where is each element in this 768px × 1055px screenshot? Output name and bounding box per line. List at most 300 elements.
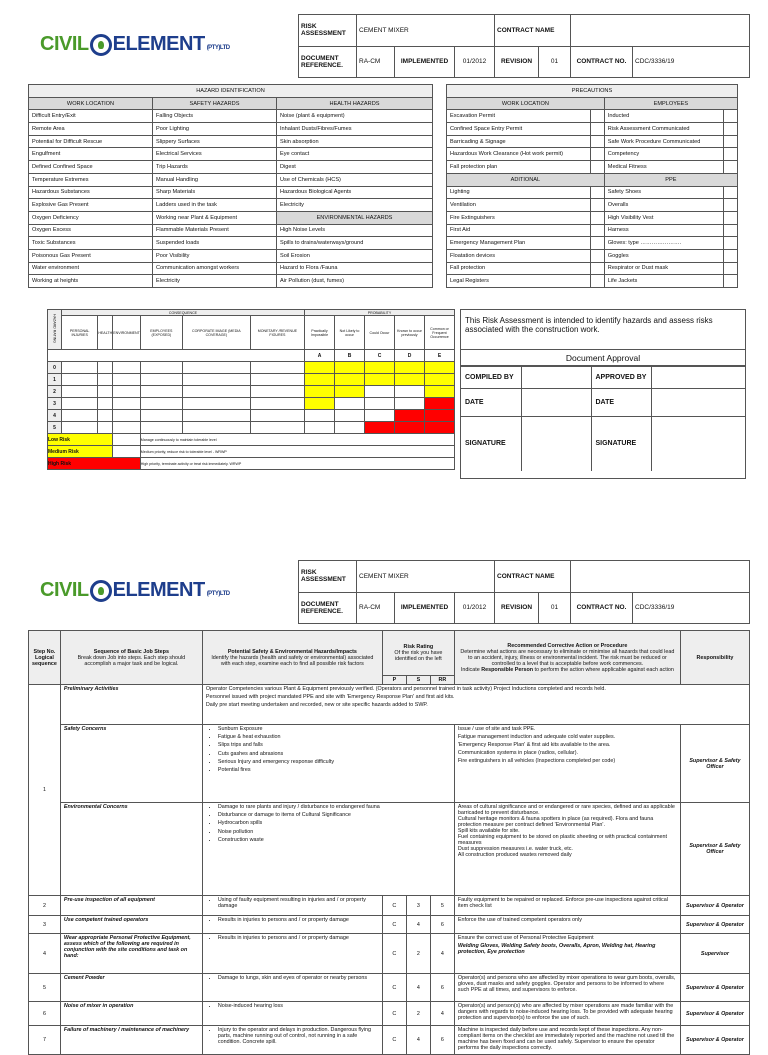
doc-ref-label: DOCUMENT REFERENCE. [299, 592, 357, 624]
precautions-col-emp: EMPLOYEES [604, 97, 737, 110]
precaution-row [447, 148, 738, 161]
hazard-row [29, 110, 433, 123]
precaution-row [447, 275, 738, 288]
low-risk-label: Low Risk [48, 434, 113, 446]
s-header: S [406, 676, 430, 685]
matrix-cons-cell [140, 362, 182, 374]
logo-pty-text: (PTY)LTD [206, 44, 230, 51]
hazard-col-work: WORK LOCATION [29, 97, 153, 110]
step-hazard-bullet: • Noise-induced hearing loss [218, 1003, 379, 1009]
hazard-identification-table [28, 84, 433, 288]
risk-assessment-value: CEMENT MIXER [357, 15, 495, 47]
matrix-row-label: 1 [48, 374, 62, 386]
rating-header-desc: Of the risk you have identified on the left [394, 650, 443, 662]
precaution-check[interactable] [590, 199, 604, 212]
step-1-safety-hazards [202, 725, 454, 803]
step-no-header: Step No. Logical sequence [29, 631, 61, 685]
env-hazard-bullet: • Construction waste [218, 837, 451, 843]
safety-action-line: Fatigue management induction and adequate cold water supplies. [457, 734, 616, 740]
hazard-col-safety: SAFETY HAZARDS [153, 97, 277, 110]
company-logo [40, 33, 230, 56]
precaution-check[interactable] [590, 275, 604, 288]
step-title: Noise of mixer in operation [60, 1002, 202, 1026]
step-hazard [202, 896, 382, 916]
risk-assessment-label: RISK ASSESSMENT [299, 15, 357, 47]
precautions-ppe: PPE [604, 173, 737, 186]
step-title: Use competent trained operators [60, 916, 202, 934]
implemented-label: IMPLEMENTED [395, 592, 455, 624]
contract-name-value [571, 15, 750, 47]
safety-action-line: Communication systems in place (radios, cellular). [457, 750, 579, 756]
work-location-item: Explosive Gas Present [29, 199, 153, 212]
precaution-row [447, 211, 738, 224]
step-p: C [382, 974, 406, 1002]
precaution-check[interactable] [724, 110, 738, 123]
env-hazard-item: High Noise Levels [277, 224, 433, 237]
env-hazard-bullet: • Noise pollution [218, 829, 451, 835]
matrix-cons-cell [182, 410, 250, 422]
step-s: 3 [406, 896, 430, 916]
safety-action-line: Issue / use of site and task PPE. [457, 726, 536, 732]
step-title: Failure of machinery / maintenance of machinery [60, 1026, 202, 1055]
hazard-row [29, 173, 433, 186]
probability-col: Could Occur [365, 316, 395, 350]
env-action-line: Fuel containing equipment to be stored on plastic sheeting or with practical containment measures [457, 834, 668, 846]
signature-field-1[interactable] [521, 417, 591, 471]
matrix-prob-cell [335, 362, 365, 374]
precaution-check[interactable] [724, 262, 738, 275]
safety-hazard-item: Communication amongst workers [153, 262, 277, 275]
precaution-work-item: Barricading & Signage [447, 135, 591, 148]
hazards-header-title: Potential Safety & Environmental Hazards/Impacts [227, 648, 357, 655]
step-s: 4 [406, 974, 430, 1002]
precaution-check[interactable] [724, 237, 738, 250]
matrix-cons-cell [182, 386, 250, 398]
env-hazard-bullet: • Disturbance or damage to items of Cultural Significance [218, 812, 451, 818]
step-action [454, 896, 680, 916]
matrix-prob-cell [305, 374, 335, 386]
probability-col: Common or Frequent Occurrence [425, 316, 455, 350]
env-hazard-item: Spills to drains/waterways/ground [277, 237, 433, 250]
matrix-prob-cell [335, 386, 365, 398]
precaution-check[interactable] [590, 123, 604, 136]
precaution-ppe-item: Overalls [604, 199, 723, 212]
precaution-check[interactable] [724, 224, 738, 237]
consequence-header: CONSEQUENCE [62, 310, 305, 316]
work-location-item: Defined Confined Space [29, 161, 153, 174]
precaution-row [447, 237, 738, 250]
step-responsibility: Supervisor & Operator [680, 896, 749, 916]
step-responsibility: Supervisor & Operator [680, 916, 749, 934]
precaution-work-item: Fall protection plan [447, 161, 591, 174]
step-no: 6 [29, 1002, 61, 1026]
matrix-cons-cell [113, 386, 141, 398]
matrix-row-label: 2 [48, 386, 62, 398]
compiled-by-field[interactable] [521, 367, 591, 389]
matrix-row [48, 410, 455, 422]
consequence-col: HEALTH [98, 316, 113, 350]
precautions-table [446, 84, 738, 288]
hazard-row [29, 199, 433, 212]
precaution-check[interactable] [590, 161, 604, 174]
date-field-1[interactable] [521, 389, 591, 417]
precaution-check[interactable] [724, 161, 738, 174]
rating-header [382, 631, 454, 676]
approved-by-label: APPROVED BY [591, 367, 651, 389]
matrix-cons-cell [113, 362, 141, 374]
header-table-2 [298, 560, 750, 624]
approval-box [460, 309, 746, 479]
matrix-prob-cell [365, 422, 395, 434]
matrix-prob-cell [365, 362, 395, 374]
safety-action-line: Fire extinguishers in all vehicles (Inspections completed per code) [457, 758, 616, 764]
step-hazard-bullet: • Results in injuries to persons and / or property damage [218, 935, 379, 941]
probability-letter: A [305, 350, 335, 362]
low-risk-desc: Manage continuously to maintain tolerable level [140, 434, 454, 446]
action-header-title: Recommended Corrective Action or Procedure [507, 642, 628, 649]
consequence-col: EMPLOYEES (EXPOSED) [140, 316, 182, 350]
page1-header [28, 14, 750, 78]
hazards-header-desc: Identify the hazards (health and safety or environmental) associated with each step, examine each to find all possible risk factors [211, 654, 374, 667]
matrix-cons-cell [250, 422, 304, 434]
precaution-add-item: Lighting [447, 186, 591, 199]
step-hazard [202, 916, 382, 934]
p-header: P [382, 676, 406, 685]
safety-hazard-item: Suspended loads [153, 237, 277, 250]
safety-hazard-item: Ladders used in the task [153, 199, 277, 212]
matrix-prob-cell [305, 386, 335, 398]
safety-hazard-bullet: • Sunburn Exposure [218, 726, 451, 732]
precaution-check[interactable] [590, 224, 604, 237]
precautions-title: PRECAUTIONS [447, 85, 738, 98]
matrix-row [48, 422, 455, 434]
action-header [454, 631, 680, 685]
precaution-check[interactable] [724, 211, 738, 224]
matrix-cons-cell [182, 374, 250, 386]
precaution-row [447, 224, 738, 237]
matrix-prob-cell [305, 362, 335, 374]
safety-hazard-bullet: • Potential fires [218, 767, 451, 773]
work-location-item: Oxygen Deficiency [29, 211, 153, 224]
date-field-2[interactable] [651, 389, 745, 417]
sequence-header-title: Sequence of Basic Job Steps [93, 648, 169, 655]
matrix-prob-cell [425, 398, 455, 410]
step-rr: 5 [430, 896, 454, 916]
health-hazard-item: Use of Chemicals (HCS) [277, 173, 433, 186]
precaution-ppe-item: Safety Shoes [604, 186, 723, 199]
approval-intro: This Risk Assessment is intended to identify hazards and assess risks associated with the construction work. [461, 310, 745, 350]
job-steps-table [28, 630, 750, 1055]
precaution-row [447, 186, 738, 199]
step-rr: 4 [430, 934, 454, 974]
precaution-ppe-item: Gloves: type …………………. [604, 237, 723, 250]
step-p: C [382, 1026, 406, 1055]
env-hazard-item: Soil Erosion [277, 249, 433, 262]
step-title: Cement Powder [60, 974, 202, 1002]
approved-by-field[interactable] [651, 367, 745, 389]
matrix-prob-cell [395, 362, 425, 374]
step-action [454, 1026, 680, 1055]
precautions-additional: ADITIONAL [447, 173, 605, 186]
matrix-cons-cell [182, 362, 250, 374]
hazard-row [29, 249, 433, 262]
precaution-ppe-item: Life Jackets [604, 275, 723, 288]
matrix-cons-cell [250, 374, 304, 386]
matrix-row [48, 374, 455, 386]
contract-no-value: CDC/3336/19 [633, 46, 750, 78]
hazard-row [29, 161, 433, 174]
precaution-work-item: Hazardous Work Clearance (Hot work permit) [447, 148, 591, 161]
precaution-ppe-item: High Visibility Vest [604, 211, 723, 224]
precaution-row [447, 161, 738, 174]
precaution-add-item: Fall protection [447, 262, 591, 275]
matrix-cons-cell [182, 422, 250, 434]
work-location-item: Temperature Extremes [29, 173, 153, 186]
precaution-check[interactable] [590, 262, 604, 275]
health-hazard-item: Electricity [277, 199, 433, 212]
matrix-prob-cell [365, 386, 395, 398]
precaution-emp-item: Safe Work Procedure Communicated [604, 135, 723, 148]
step-action [454, 916, 680, 934]
env-action-line: Dust suppression measures i.e. water truck, etc. [457, 846, 573, 852]
matrix-cons-cell [113, 422, 141, 434]
precaution-check[interactable] [724, 199, 738, 212]
hazard-row [29, 186, 433, 199]
matrix-prob-cell [365, 410, 395, 422]
probability-letter: C [365, 350, 395, 362]
precaution-ppe-item: Harness [604, 224, 723, 237]
step-rr: 6 [430, 1026, 454, 1055]
hazard-id-title: HAZARD IDENTIFICATION [29, 85, 433, 98]
env-hazard-bullet: • Hydrocarbon spills [218, 820, 451, 826]
revision-value: 01 [539, 592, 571, 624]
step-1-prelim-text [202, 685, 749, 725]
precaution-check[interactable] [724, 123, 738, 136]
approval-table [461, 366, 745, 471]
step-action-text: Operator(s) and person(s) who are affected by mixer operations are made familiar with the dangers with regards to noise-induced hearing loss. To be provided with adequate hearing protection and supervisor(s) to enforce the use of such. [457, 1003, 674, 1021]
logo-civil-text: CIVIL [40, 579, 89, 601]
safety-hazard-bullet: • Fatigue & heat exhaustion [218, 734, 451, 740]
precaution-add-item: First Aid [447, 224, 591, 237]
safety-hazard-item: Trip Hazards [153, 161, 277, 174]
safety-hazard-item: Manual Handling [153, 173, 277, 186]
step-1-no: 1 [29, 685, 61, 896]
matrix-row [48, 362, 455, 374]
matrix-cons-cell [98, 386, 113, 398]
hazard-row [29, 123, 433, 136]
precaution-check[interactable] [590, 148, 604, 161]
health-hazard-item: Digest [277, 161, 433, 174]
matrix-cons-cell [250, 398, 304, 410]
work-location-item: Working at heights [29, 275, 153, 288]
safety-hazard-bullet: • Serious Injury and emergency response difficulty [218, 759, 451, 765]
matrix-cons-cell [98, 362, 113, 374]
logo-mark-icon [90, 580, 112, 602]
safety-hazard-item: Falling Objects [153, 110, 277, 123]
precaution-check[interactable] [590, 186, 604, 199]
step-s: 4 [406, 1026, 430, 1055]
hazard-row [29, 224, 433, 237]
matrix-cons-cell [62, 410, 98, 422]
risk-assessment-value: CEMENT MIXER [357, 561, 495, 593]
step-p: C [382, 916, 406, 934]
step-row [29, 974, 750, 1002]
env-action-line: All construction produced wastes removed daily [457, 852, 572, 858]
consequence-col: CORPORATE IMAGE (MEDIA COVERAGE) [182, 316, 250, 350]
precaution-check[interactable] [724, 186, 738, 199]
logo-element-text: ELEMENT [112, 579, 205, 601]
precaution-check[interactable] [590, 110, 604, 123]
step-no: 4 [29, 934, 61, 974]
rr-header: RR [430, 676, 454, 685]
matrix-prob-cell [365, 398, 395, 410]
probability-letter: D [395, 350, 425, 362]
step-p: C [382, 934, 406, 974]
step-responsibility: Supervisor [680, 934, 749, 974]
revision-value: 01 [539, 46, 571, 78]
medium-risk-desc: Medium priority, reduce risk to tolerable level - WRWP [140, 446, 454, 458]
matrix-row-label: 0 [48, 362, 62, 374]
matrix-cons-cell [140, 374, 182, 386]
safety-hazard-bullet: • Slips trips and falls [218, 742, 451, 748]
matrix-cons-cell [62, 398, 98, 410]
precaution-check[interactable] [590, 237, 604, 250]
matrix-cons-cell [98, 410, 113, 422]
doc-ref-value: RA-CM [357, 46, 395, 78]
step-1-safety-actions [454, 725, 680, 803]
precaution-add-item: Fire Extinguishers [447, 211, 591, 224]
step-action-text: Machine is inspected daily before use and records kept of these inspections. Any non-compliant items on the checklist are immediately reported and the machine not used till the machine has been fixed and can be used safely. Supervisor to ensure the operator performs the daily inspections correctly. [457, 1027, 675, 1051]
responsibility-header: Responsibility [680, 631, 749, 685]
precaution-add-item: Floatation devices [447, 249, 591, 262]
step-1-env-hazards [202, 803, 454, 896]
contract-name-label: CONTRACT NAME [495, 561, 571, 593]
contract-no-value: CDC/3336/19 [633, 592, 750, 624]
precaution-check[interactable] [724, 135, 738, 148]
matrix-cons-cell [113, 410, 141, 422]
precaution-emp-item: Competency [604, 148, 723, 161]
step-1-safety-title: Safety Concerns [60, 725, 202, 803]
matrix-prob-cell [335, 398, 365, 410]
revision-label: REVISION [495, 592, 539, 624]
step-hazard [202, 934, 382, 974]
matrix-prob-cell [305, 398, 335, 410]
work-location-item: Engulfment [29, 148, 153, 161]
probability-header: PROBABILITY [305, 310, 455, 316]
matrix-cons-cell [113, 374, 141, 386]
matrix-row [48, 398, 455, 410]
step-row [29, 1002, 750, 1026]
precaution-row [447, 249, 738, 262]
step-action [454, 974, 680, 1002]
step-action [454, 934, 680, 974]
date-label-2: DATE [591, 389, 651, 417]
probability-col: Not Likely to occur [335, 316, 365, 350]
precaution-add-item: Emergency Management Plan [447, 237, 591, 250]
safety-hazard-item: Flammable Materials Present [153, 224, 277, 237]
hazard-rating-label: HAZARD RATING [48, 310, 62, 350]
logo-mark-icon [90, 34, 112, 56]
medium-risk-label: Medium Risk [48, 446, 113, 458]
health-hazard-item: Noise (plant & equipment) [277, 110, 433, 123]
matrix-prob-cell [425, 362, 455, 374]
signature-field-2[interactable] [651, 417, 745, 471]
safety-hazard-bullet: • Cuts gashes and abrasions [218, 751, 451, 757]
signature-label-2: SIGNATURE [591, 417, 651, 471]
safety-hazard-item: Working near Plant & Equipment [153, 211, 277, 224]
matrix-prob-cell [395, 374, 425, 386]
precaution-check[interactable] [724, 249, 738, 262]
env-hazard-item: Hazard to Flora /Fauna [277, 262, 433, 275]
precaution-emp-item: Inducted [604, 110, 723, 123]
matrix-prob-cell [425, 422, 455, 434]
step-hazard-bullet: • Using of faulty equipment resulting in injuries and / or property damage [218, 897, 379, 909]
step-row [29, 896, 750, 916]
env-action-line: Cultural heritage monitors & fauna spotters in place (as required). Flora and fauna protection measure per contract defined 'Environmental Plan'. [457, 816, 654, 828]
implemented-label: IMPLEMENTED [395, 46, 455, 78]
doc-ref-label: DOCUMENT REFERENCE. [299, 46, 357, 78]
step-hazard-bullet: • Injury to the operator and delays in production. Dangerous flying parts, machine running out of control, not running in a safe condition. Concrete spill. [218, 1027, 379, 1045]
matrix-cons-cell [140, 398, 182, 410]
step-action-text: Operator(s) and persons who are affected by mixer operations to wear gum boots, overalls, gloves, dust masks and safety goggles. Operator and persons to be informed to where such PPE at all times, and supervisors to enforce. [457, 975, 676, 993]
precaution-check[interactable] [590, 249, 604, 262]
precaution-check[interactable] [724, 148, 738, 161]
header-table [298, 14, 750, 78]
matrix-cons-cell [62, 386, 98, 398]
matrix-prob-cell [335, 374, 365, 386]
probability-col: Known to occur previously [395, 316, 425, 350]
step-hazard [202, 974, 382, 1002]
matrix-prob-cell [305, 410, 335, 422]
probability-col: Practically Impossible [305, 316, 335, 350]
contract-no-label: CONTRACT NO. [571, 592, 633, 624]
logo-pty-text: (PTY)LTD [206, 590, 230, 597]
precaution-check[interactable] [590, 211, 604, 224]
work-location-item: Potential for Difficult Rescue [29, 135, 153, 148]
step-s: 2 [406, 934, 430, 974]
matrix-cons-cell [98, 374, 113, 386]
matrix-row-label: 5 [48, 422, 62, 434]
hazard-row [29, 148, 433, 161]
step-rr: 4 [430, 1002, 454, 1026]
step-action-ppe-list: Welding Gloves, Welding Safety boots, Overalls, Apron, Welding hat, Hearing protection, Eye protection [457, 943, 656, 955]
step-s: 4 [406, 916, 430, 934]
hazard-row [29, 262, 433, 275]
consequence-col: PERSONAL INJURIES [62, 316, 98, 350]
matrix-row-label: 3 [48, 398, 62, 410]
step-p: C [382, 1002, 406, 1026]
matrix-prob-cell [305, 422, 335, 434]
step-1-env-resp: Supervisor & Safety Officer [680, 803, 749, 896]
precaution-check[interactable] [724, 275, 738, 288]
company-logo-2 [40, 579, 230, 602]
step-1-env-title: Environmental Concerns [60, 803, 202, 896]
high-risk-label: High Risk [48, 458, 141, 470]
matrix-cons-cell [62, 422, 98, 434]
matrix-cons-cell [62, 362, 98, 374]
hazard-row [29, 237, 433, 250]
safety-hazard-item: Electricity [153, 275, 277, 288]
precaution-row [447, 110, 738, 123]
step-action-text: Enforce the use of trained competent operators only [457, 917, 582, 923]
health-hazard-item: Hazardous Biological Agents [277, 186, 433, 199]
step-1-prelim-title: Preliminary Activities [60, 685, 202, 725]
safety-hazard-item: Poor Visibility [153, 249, 277, 262]
health-hazard-item: Eye contact [277, 148, 433, 161]
precaution-check[interactable] [590, 135, 604, 148]
safety-hazard-item: Poor Lighting [153, 123, 277, 136]
work-location-item: Hazardous Substances [29, 186, 153, 199]
